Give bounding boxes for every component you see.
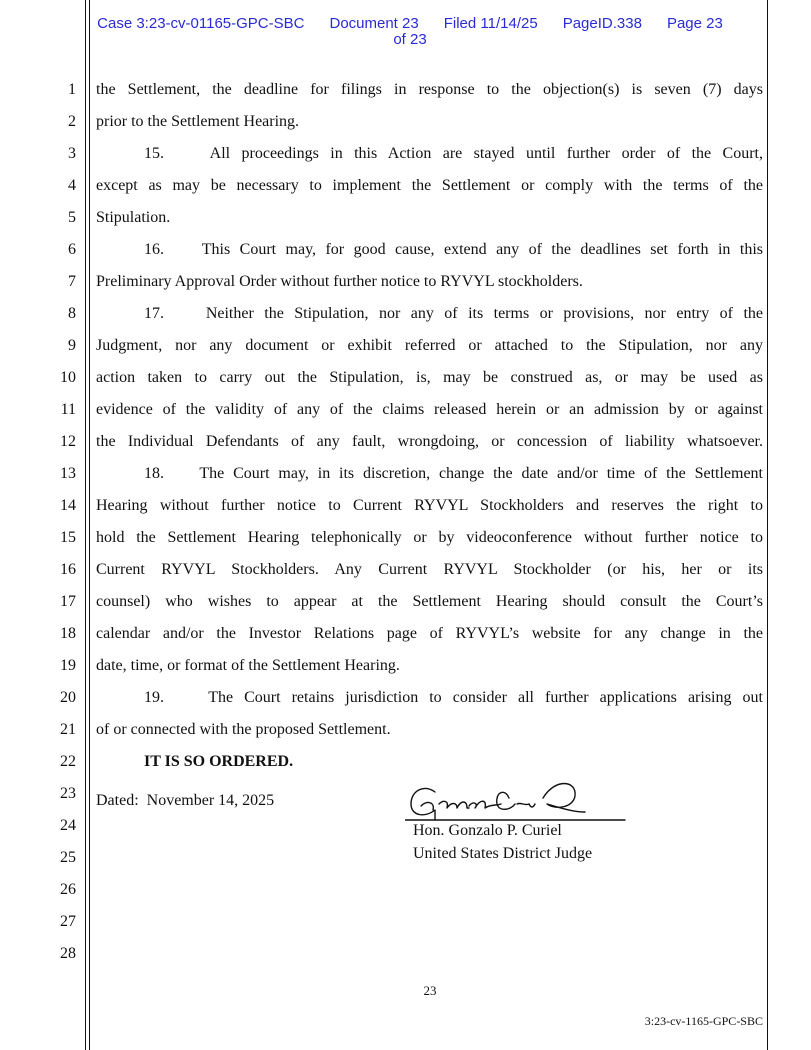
body-line: hold the Settlement Hearing telephonically or by videoconference without further notice to (96, 529, 763, 546)
line-number: 16 (60, 561, 76, 578)
so-ordered-heading: IT IS SO ORDERED. (144, 753, 294, 770)
signature-stroke (517, 803, 535, 807)
line-number: 4 (68, 177, 76, 194)
body-line: date, time, or format of the Settlement Hearing. (96, 657, 400, 674)
body-line: Judgment, nor any document or exhibit referred or attached to the Stipulation, nor any (96, 337, 763, 354)
ecf-header (80, 16, 740, 32)
body-line: Hearing without further notice to Current RYVYL Stockholders and reserves the right to (96, 497, 763, 514)
body-line: Stipulation. (96, 209, 171, 226)
line-number: 5 (68, 209, 76, 226)
line-number: 17 (60, 593, 76, 610)
body-line: Current RYVYL Stockholders. Any Current RYVYL Stockholder (or his, her or its (96, 561, 763, 578)
dated-line: Dated: November 14, 2025 (96, 792, 275, 809)
line-number: 13 (60, 465, 76, 482)
line-number: 8 (68, 305, 76, 322)
body-line: the Individual Defendants of any fault, wrongdoing, or concession of liability whatsoever. (96, 433, 763, 450)
judge-signature-image (405, 778, 630, 828)
ecf-page-id: PageID.338 (562, 15, 642, 32)
line-number: 21 (60, 721, 76, 738)
line-number: 3 (68, 145, 76, 162)
line-number: 26 (60, 881, 76, 898)
right-margin-rule (767, 0, 768, 1050)
line-number: 2 (68, 113, 76, 130)
line-number: 19 (60, 657, 76, 674)
body-line: prior to the Settlement Hearing. (96, 113, 300, 130)
body-line: calendar and/or the Investor Relations page of RYVYL’s website for any change in the (96, 625, 763, 642)
paragraph-16-start: 16. This Court may, for good cause, extend any of the deadlines set forth in this (144, 241, 763, 258)
line-number: 11 (60, 401, 76, 418)
line-number: 6 (68, 241, 76, 258)
line-number: 9 (68, 337, 76, 354)
paragraph-15-start: 15. All proceedings in this Action are stayed until further order of the Court, (144, 145, 763, 162)
page-number: 23 (423, 983, 437, 998)
line-number: 14 (60, 497, 76, 514)
ecf-case-number: Case 3:23-cv-01165-GPC-SBC (97, 15, 305, 32)
line-number: 10 (60, 369, 76, 386)
body-line: of or connected with the proposed Settlement. (96, 721, 391, 738)
body-line: evidence of the validity of any of the claims released herein or an admission by or against (96, 401, 763, 418)
left-margin-rule-outer (85, 0, 86, 1050)
signature-stroke (439, 801, 469, 808)
signature-stroke (497, 792, 515, 809)
body-line: the Settlement, the deadline for filings in response to the objection(s) is seven (7) days (96, 81, 763, 98)
line-number: 1 (68, 81, 76, 98)
line-number: 23 (60, 785, 76, 802)
signature-stroke (421, 803, 433, 810)
body-line: counsel) who wishes to appear at the Settlement Hearing should consult the Court’s (96, 593, 763, 610)
line-number: 27 (60, 913, 76, 930)
ecf-document-number: Document 23 (329, 15, 419, 32)
ecf-filed-date: Filed 11/14/25 (443, 15, 538, 32)
body-line: Preliminary Approval Order without further notice to RYVYL stockholders. (96, 273, 583, 290)
line-number: 15 (60, 529, 76, 546)
body-line: action taken to carry out the Stipulation, is, may be construed as, or may be used as (96, 369, 763, 386)
line-number: 24 (60, 817, 76, 834)
ecf-page-total: of 23 (393, 31, 427, 48)
judge-title: United States District Judge (413, 845, 593, 862)
line-number: 12 (60, 433, 76, 450)
line-number: 28 (60, 945, 76, 962)
body-line: except as may be necessary to implement the Settlement or comply with the terms of the (96, 177, 763, 194)
line-number: 25 (60, 849, 76, 866)
judge-name: Hon. Gonzalo P. Curiel (413, 822, 562, 839)
line-number: 18 (60, 625, 76, 642)
left-margin-rule-inner (89, 0, 90, 1050)
footer-case-number: 3:23-cv-1165-GPC-SBC (644, 1014, 763, 1028)
signature-stroke (543, 784, 585, 813)
paragraph-19-start: 19. The Court retains jurisdiction to consider all further applications arising out (144, 689, 763, 706)
paragraph-17-start: 17. Neither the Stipulation, nor any of its terms or provisions, nor entry of the (144, 305, 763, 322)
paragraph-18-start: 18. The Court may, in its discretion, change the date and/or time of the Settlement (144, 465, 763, 482)
ecf-page: Page 23 (666, 15, 723, 32)
line-number: 22 (60, 753, 76, 770)
line-number: 7 (68, 273, 76, 290)
ecf-header-continuation (80, 32, 740, 48)
line-number: 20 (60, 689, 76, 706)
